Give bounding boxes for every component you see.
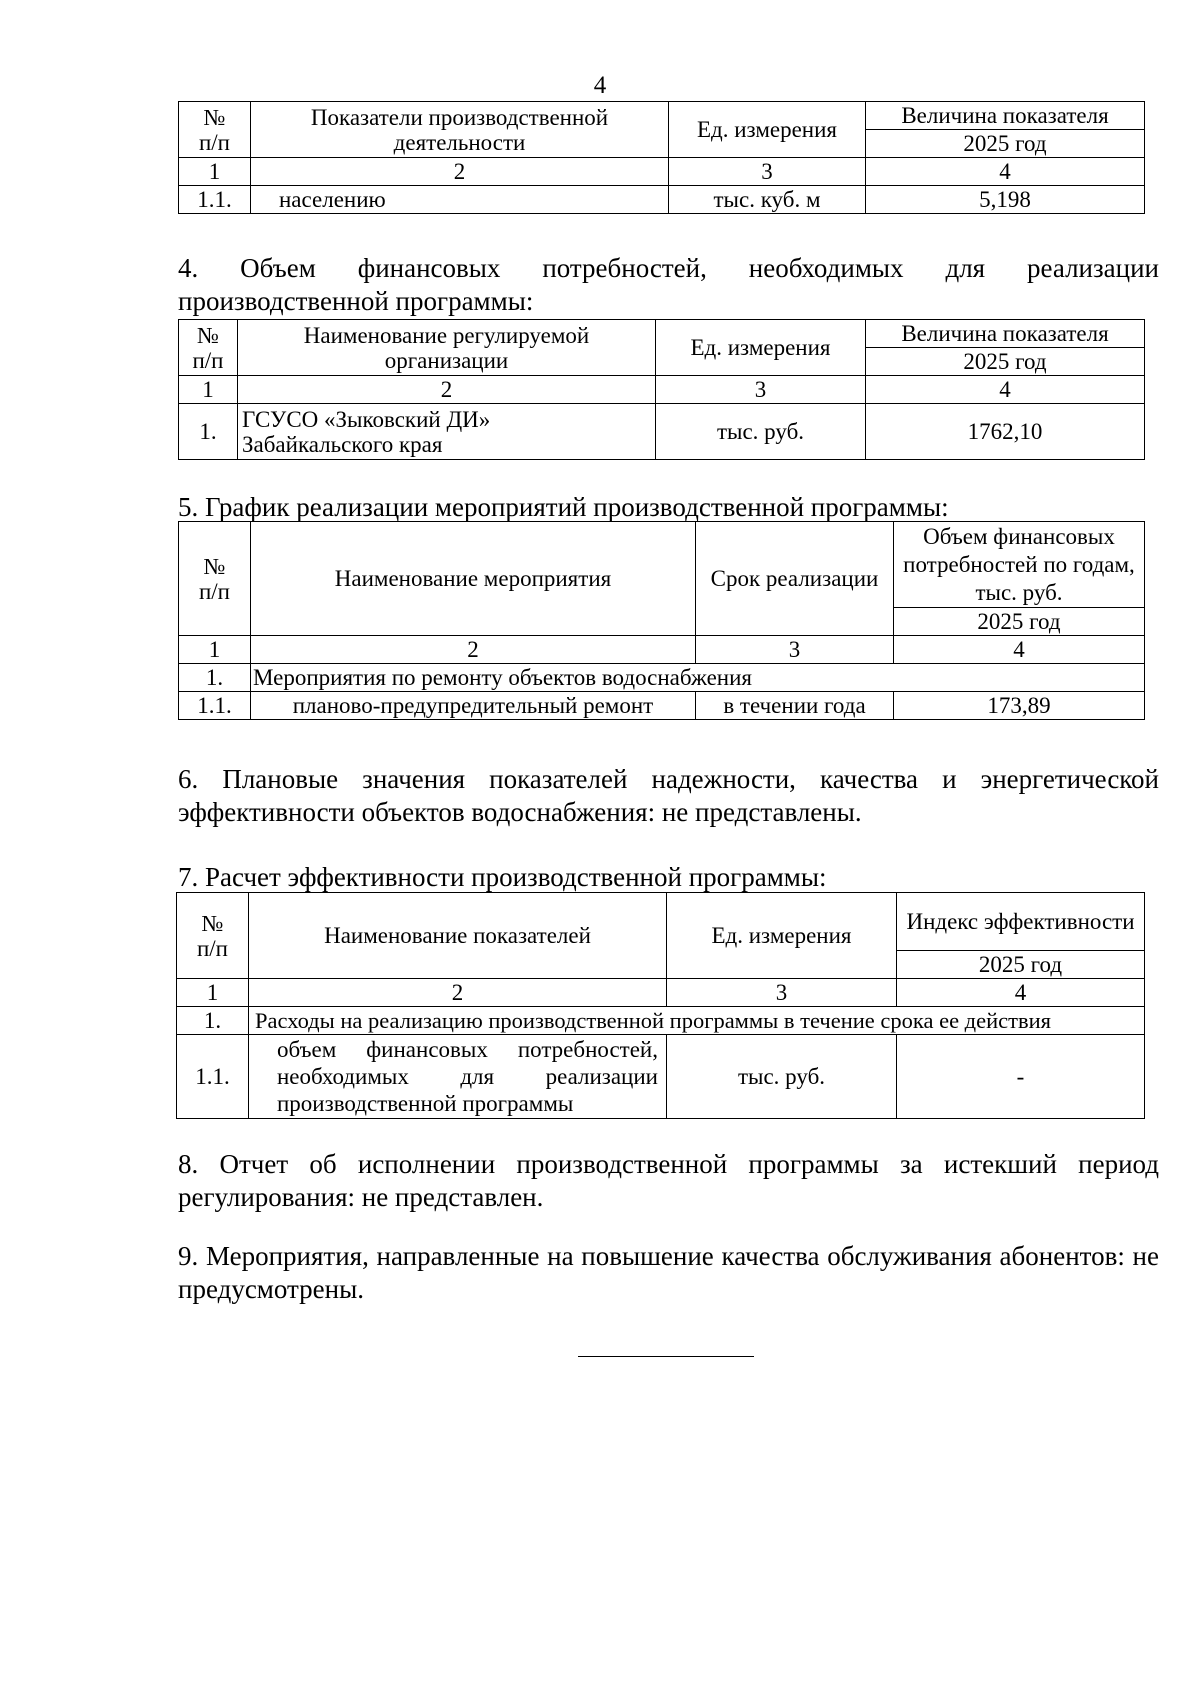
col-num-2: 2 — [249, 979, 667, 1007]
header-index: Индекс эффективности — [897, 893, 1145, 951]
row-term: в течении года — [696, 692, 894, 720]
header-number: № п/п — [179, 320, 238, 376]
section-6-text: 6. Плановые значения показателей надежности, качества и энергетической эффективности объектов водоснабжения: не представлены. — [178, 764, 1159, 827]
table-row — [179, 186, 1145, 214]
group-row — [179, 664, 1145, 692]
header-year: 2025 год — [897, 951, 1145, 979]
section-4-title — [178, 252, 1159, 318]
col-num-2: 2 — [251, 636, 696, 664]
row-number: 1.1. — [179, 692, 251, 720]
page-number: 4 — [593, 72, 607, 99]
table-row — [179, 692, 1145, 720]
col-num-4: 4 — [866, 376, 1145, 404]
header-year: 2025 год — [866, 130, 1145, 158]
col-num-1: 1 — [179, 376, 238, 404]
section-4-title-line1: 4. Объем финансовых потребностей, необходимых для реализации — [178, 253, 1159, 283]
row-event: планово-предупредительный ремонт — [251, 692, 696, 720]
section-9-text: 9. Мероприятия, направленные на повышение качества обслуживания абонентов: не предусмотрены. — [178, 1241, 1159, 1304]
col-num-1: 1 — [179, 158, 251, 186]
col-num-3: 3 — [696, 636, 894, 664]
section-8-text: 8. Отчет об исполнении производственной программы за истекший период регулирования: не представлен. — [178, 1149, 1159, 1212]
col-num-3: 3 — [656, 376, 866, 404]
header-volume: Объем финансовых потребностей по годам, тыс. руб. — [894, 522, 1145, 608]
group-number: 1. — [177, 1007, 249, 1035]
group-number: 1. — [179, 664, 251, 692]
row-number: 1. — [179, 404, 238, 460]
row-organization: ГСУСО «Зыковский ДИ» Забайкальского края — [238, 404, 656, 460]
row-name-line3: производственной программы — [277, 1091, 574, 1116]
col-num-2: 2 — [238, 376, 656, 404]
col-num-4: 4 — [866, 158, 1145, 186]
header-number: № п/п — [179, 522, 251, 636]
header-event: Наименование мероприятия — [251, 522, 696, 636]
row-unit: тыс. куб. м — [669, 186, 866, 214]
header-unit: Ед. измерения — [669, 102, 866, 158]
group-name: Расходы на реализацию производственной программы в течение срока ее действия — [249, 1007, 1145, 1035]
header-organization: Наименование регулируемой организации — [238, 320, 656, 376]
schedule-table — [178, 521, 1145, 720]
col-num-1: 1 — [177, 979, 249, 1007]
row-name-line2: необходимых для реализации — [277, 1064, 658, 1089]
group-row — [177, 1007, 1145, 1035]
row-name — [249, 1035, 667, 1119]
row-value: 5,198 — [866, 186, 1145, 214]
header-term: Срок реализации — [696, 522, 894, 636]
row-name-line1: объем финансовых потребностей, — [277, 1037, 658, 1062]
table-row — [177, 1035, 1145, 1119]
col-num-4: 4 — [897, 979, 1145, 1007]
row-unit: тыс. руб. — [656, 404, 866, 460]
row-unit: тыс. руб. — [667, 1035, 897, 1119]
header-unit: Ед. измерения — [667, 893, 897, 979]
header-number: № п/п — [177, 893, 249, 979]
col-num-3: 3 — [669, 158, 866, 186]
header-value: Величина показателя — [866, 102, 1145, 130]
row-value: 1762,10 — [866, 404, 1145, 460]
table-row — [179, 404, 1145, 460]
header-indicator: Показатели производственной деятельности — [251, 102, 669, 158]
row-number: 1.1. — [177, 1035, 249, 1119]
col-num-4: 4 — [894, 636, 1145, 664]
header-number: № п/п — [179, 102, 251, 158]
header-name: Наименование показателей — [249, 893, 667, 979]
efficiency-table — [176, 892, 1145, 1119]
row-number: 1.1. — [179, 186, 251, 214]
closing-rule — [578, 1356, 754, 1357]
group-name: Мероприятия по ремонту объектов водоснабжения — [251, 664, 1145, 692]
row-value: 173,89 — [894, 692, 1145, 720]
row-value: - — [897, 1035, 1145, 1119]
header-year: 2025 год — [894, 608, 1145, 636]
col-num-3: 3 — [667, 979, 897, 1007]
section-4-title-line2: производственной программы: — [178, 286, 534, 316]
header-year: 2025 год — [866, 348, 1145, 376]
col-num-2: 2 — [251, 158, 669, 186]
section-7-title: 7. Расчет эффективности производственной программы: — [178, 862, 827, 892]
col-num-1: 1 — [179, 636, 251, 664]
row-name: населению — [251, 186, 669, 214]
header-value: Величина показателя — [866, 320, 1145, 348]
production-indicators-table — [178, 101, 1145, 214]
header-unit: Ед. измерения — [656, 320, 866, 376]
financial-needs-table — [178, 319, 1145, 460]
section-5-title: 5. График реализации мероприятий производственной программы: — [178, 492, 949, 522]
